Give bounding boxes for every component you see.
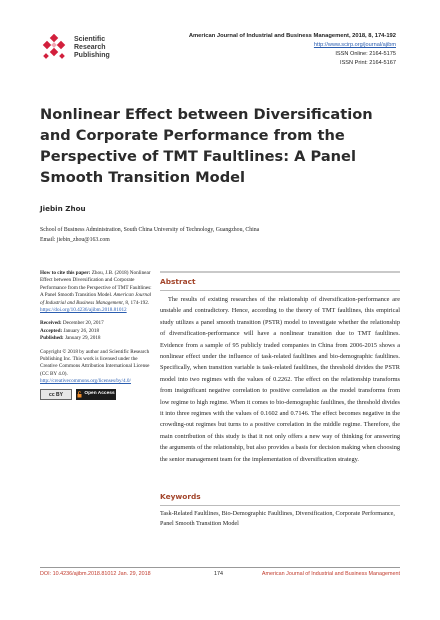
accepted-date: January 26, 2018 <box>63 327 100 334</box>
license-badges <box>40 389 152 400</box>
cite-label: How to cite this paper: <box>40 270 91 276</box>
author-email: Email: jiebin_zhou@163.com <box>40 237 110 243</box>
accepted-label: Accepted: <box>40 327 63 334</box>
paper-title: Nonlinear Effect between Diversification and Corporate Performance from the Perspective of TMT Faultlines: A Panel Smooth Transition Model <box>40 106 373 186</box>
open-lock-icon <box>77 391 82 398</box>
received-date: December 20, 2017 <box>62 320 104 327</box>
affiliation: School of Business Administration, South China University of Technology, Guangzhou, China <box>40 227 260 233</box>
issn-print: ISSN Print: 2164-5167 <box>340 60 396 66</box>
citation-block <box>40 270 152 314</box>
issn-online: ISSN Online: 2164-5175 <box>335 51 396 57</box>
cite-journal: American Journal of Industrial and Business Management <box>40 292 152 306</box>
footer-rule <box>40 567 400 568</box>
journal-url-link[interactable]: http://www.scirp.org/journal/ajibm <box>313 42 396 48</box>
cc-by-badge[interactable]: cc BY <box>40 389 72 400</box>
license-link[interactable]: http://creativecommons.org/licenses/by/4.0/ <box>40 378 131 385</box>
journal-meta <box>189 32 396 68</box>
abstract-section-header <box>160 271 400 291</box>
received-label: Received: <box>40 320 62 327</box>
abstract-heading: Abstract <box>160 277 196 286</box>
doi-link[interactable]: https://doi.org/10.4236/ajibm.2018.81012 <box>40 307 127 314</box>
publisher-name: Scientific Research Publishing <box>74 36 110 59</box>
dates-block <box>40 320 152 342</box>
journal-citation-line: American Journal of Industrial and Business Management, 2018, 8, 174-192 <box>188 33 396 39</box>
footer-journal: American Journal of Industrial and Business Management <box>261 571 400 577</box>
open-access-badge <box>76 389 116 400</box>
publisher-logo-icon <box>40 34 68 62</box>
published-label: Published: <box>40 335 64 342</box>
cite-volume: , 8, 174-192. <box>122 299 150 306</box>
keywords-heading: Keywords <box>160 492 201 501</box>
footer-doi: DOI: 10.4236/ajibm.2018.81012 Jan. 29, 2018 <box>40 571 151 577</box>
copyright-block <box>40 349 152 400</box>
abstract-top-rule <box>160 271 400 273</box>
open-access-label: Open Access <box>84 391 115 397</box>
abstract-rule <box>160 290 400 291</box>
page-number: 174 <box>214 571 223 577</box>
article-info-sidebar <box>40 270 152 406</box>
abstract-text: The results of existing researches of the relationship of diversification-performance are unstable and contradictory. Hence, according to the theory of TMT faultlines, this empirical study utilizes a panel smooth transition (PSTR) model to investigate whether the relationship of diversification-performance will have a nonlinear transition due to TMT faultlines. Evidence from a sample of 95 publicly traded companies in China from 2006-2015 shows a nonlinear effect under the influence of task-related faultlines and bio-demographic faultlines. Specifically, when transition variable is task-related faultlines, the threshold divides the PSTR model into two regimes with the values of 0.2262. The effect on the relationship transforms from insignificant negative correlation to positive correlation as the model transforms from low regime to high regime. When it comes to bio-demographic faultlines, the threshold divides it into three regimes with the values of 0.1602 and 0.7146. The effect becomes negative in the crowding-out regimes but turns to a positive correlation in the middle regime. Therefore, the main contribution of this study is that it not only offers a new way of thinking for answering the arguments of the relationship, but also provides a basis for decision making when choosing the senior management team for the implementation of diversification strategy. <box>160 296 400 463</box>
copyright-text: Copyright © 2018 by author and Scientific Research Publishing Inc. This work is licensed under the Creative Commons Attribution International License (CC BY 4.0). <box>40 348 150 377</box>
cite-text: Zhou, J.B. (2018) Nonlinear Effect between Diversification and Corporate Performance from the Perspective of TMT Faultlines: A Panel Smooth Transition Model. <box>40 270 152 299</box>
publisher-logo <box>40 34 150 64</box>
keywords-rule <box>160 505 400 506</box>
author-name: Jiebin Zhou <box>40 204 86 213</box>
keywords-text: Task-Related Faultlines, Bio-Demographic Faultlines, Diversification, Corporate Performance, Panel Smooth Transition Model <box>160 510 395 528</box>
keywords-section-header <box>160 492 400 506</box>
published-date: January 29, 2018 <box>64 335 101 342</box>
author-affiliation-block <box>40 225 259 245</box>
